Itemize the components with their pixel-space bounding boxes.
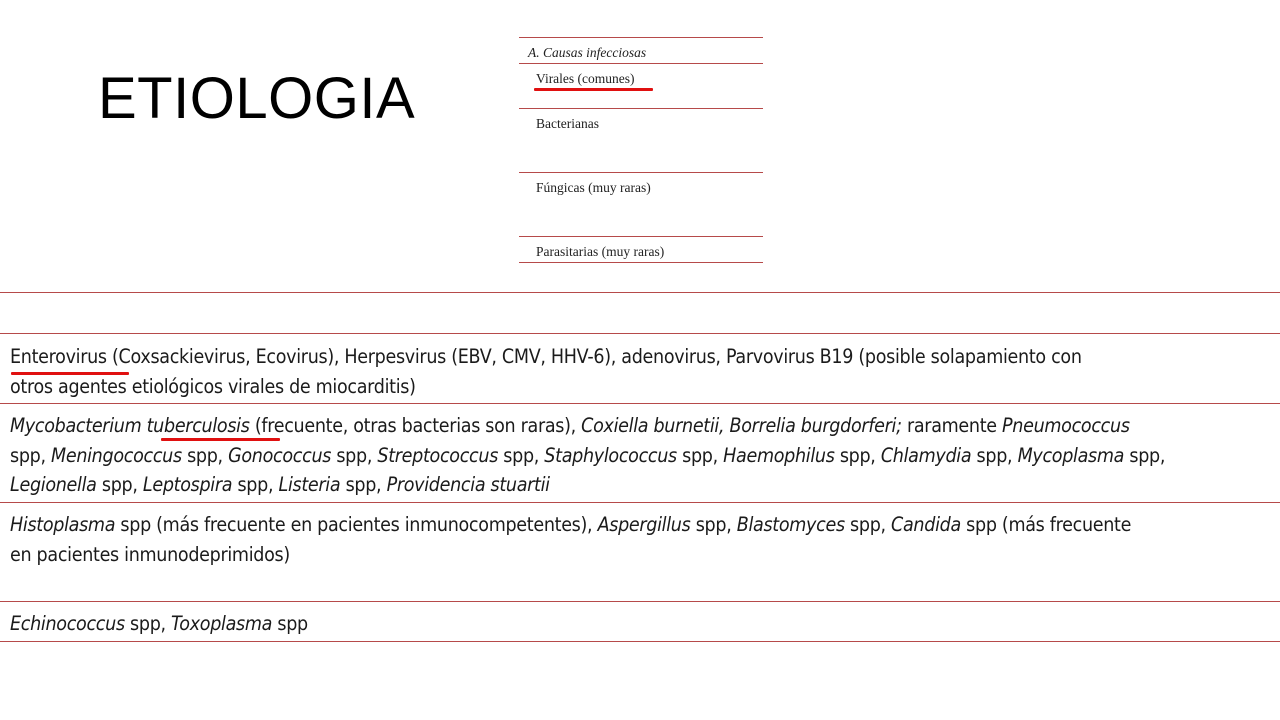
italic-term: Haemophilus [723,443,835,467]
text-segment: spp, [844,513,892,536]
cell-line [10,470,1165,500]
text-segment: spp, [181,443,229,467]
cell-line [10,441,1165,471]
cell-line [10,342,1082,372]
italic-term: Gonococcus [228,443,332,467]
bacterial-agents-cell [10,411,1165,500]
italic-term: Coxiella burnetii, Borrelia burgdorferi; [581,414,902,437]
text-segment: (frecuente, otras bacterias son raras), [249,414,582,437]
table-rule [0,403,1280,404]
cell-line [10,540,1131,570]
text-segment: spp, [498,443,545,467]
cell-line [10,510,1131,540]
text-segment: spp, [1124,443,1166,467]
table-rule [0,292,1280,293]
italic-term: Blastomyces [736,513,845,536]
highlight-underline [11,372,129,375]
table-rule [519,262,763,263]
text-segment: raramente [901,414,1003,437]
cell-line [10,411,1165,441]
category-virales: Virales (comunes) [536,71,635,86]
text-segment: spp, [340,473,387,496]
text-segment: spp, [10,443,52,467]
table-rule [0,601,1280,602]
italic-term: Leptospira [142,473,233,496]
italic-term: Staphylococcus [544,443,677,467]
italic-term: Streptococcus [377,443,499,467]
italic-term: Providencia stuartii [386,473,550,496]
table-rule [0,641,1280,642]
italic-term: Toxoplasma [171,612,273,635]
text-segment: (Coxsackievirus, Ecovirus), Herpesvirus (EBV, CMV, HHV-6), adenovirus, Parvovirus B19 (posible solapamiento con [106,345,1082,368]
text-segment: spp, [676,443,724,467]
table-rule [519,236,763,237]
italic-term: Histoplasma [10,513,116,536]
text-segment: spp (más frecuente en pacientes inmunocompetentes), [115,513,598,536]
text-segment: spp, [690,513,737,536]
text-segment: spp (más frecuente [960,513,1132,536]
table-rule [0,333,1280,334]
viral-agents-cell [10,342,1082,401]
table-rule [519,37,763,38]
category-fungicas: Fúngicas (muy raras) [536,180,651,195]
highlight-underline [161,438,280,441]
cell-line [10,372,1082,402]
category-parasitarias: Parasitarias (muy raras) [536,244,665,259]
italic-term: Legionella [10,473,97,496]
text-segment: spp, [96,473,143,496]
italic-term: Listeria [278,473,341,496]
text-segment: spp, [232,473,279,496]
agents-table [0,292,1280,652]
italic-term: Mycoplasma [1017,443,1125,467]
italic-term: Mycobacterium [10,414,147,437]
italic-term: Meningococcus [51,443,182,467]
italic-term: Candida [891,513,961,536]
highlight-underline [534,88,653,91]
text-segment: spp [272,612,308,635]
table-rule [519,172,763,173]
parasitic-agents-cell [10,609,308,639]
table-rule [0,502,1280,503]
category-bacterianas: Bacterianas [536,116,599,131]
text-segment: spp, [124,612,172,635]
table-rule [519,63,763,64]
cell-line [10,609,308,639]
slide-title: ETIOLOGIA [98,66,416,131]
fungal-agents-cell [10,510,1131,569]
text-segment: spp, [971,443,1018,467]
text-segment: Enterovirus [10,345,107,368]
italic-term: tuberculosis [146,414,250,437]
italic-term: Chlamydia [880,443,972,467]
text-segment: en pacientes inmunodeprimidos) [10,542,290,566]
italic-term: Pneumococcus [1002,414,1130,437]
text-segment: spp, [834,443,881,467]
italic-term: Echinococcus [10,612,125,635]
categories-header: A. Causas infecciosas [528,45,647,60]
text-segment: spp, [331,443,378,467]
table-rule [519,108,763,109]
italic-term: Aspergillus [597,513,691,536]
text-segment: otros agentes etiológicos virales de miocarditis) [10,374,416,398]
